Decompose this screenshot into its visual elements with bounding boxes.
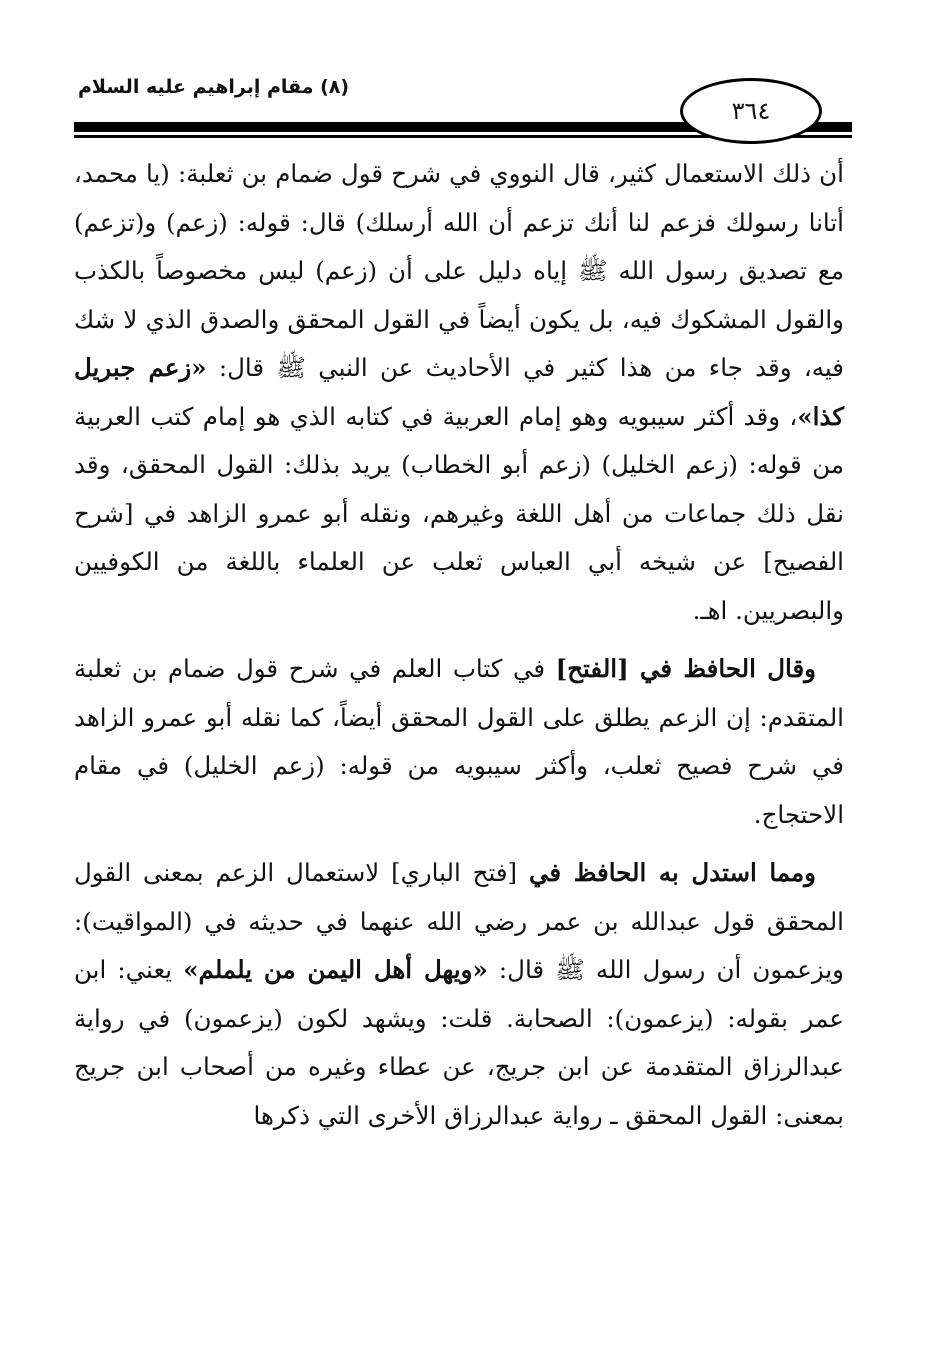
running-title: (٨) مقام إبراهيم عليه السلام: [78, 76, 350, 98]
paragraph-3-lead: ومما استدل به الحافظ في: [528, 858, 816, 887]
body-text: [74, 150, 844, 1140]
paragraph-2-segment-2: في كتاب العلم في شرح قول ضمام بن ثعلبة المتقدم: إن الزعم يطلق على القول المحقق أيضاً، كما نقله أبو عمرو الزاهد في شرح فصيح ثعلب، وأكثر سيبويه من قوله: (زعم الخليل) في مقام الاحتجاج.: [74, 654, 844, 829]
quote-zaama-jibril: «زعم جبريل كذا»: [74, 353, 844, 431]
page-number-oval: [680, 78, 822, 144]
paragraph-1-segment-3: ، وقد أكثر سيبويه وهو إمام العربية في كتابه الذي هو إمام كتب العربية من قوله: (زعم الخليل) (زعم أبو الخطاب) يريد بذلك: القول المحقق، وقد نقل ذلك جماعات من أهل اللغة وغيرهم، ونقله أبو عمرو الزاهد في [شرح الفصيح] عن شيخه أبي العباس ثعلب عن العلماء باللغة من الكوفيين والبصريين. اهـ.: [74, 401, 844, 625]
paragraph-3-segment-2: [فتح الباري] لاستعمال الزعم بمعنى القول المحقق قول عبدالله بن عمر رضي الله عنهما في حديثه في (المواقيت): ويزعمون أن رسول الله ﷺ قال:: [74, 858, 844, 984]
paragraph-3-segment-4: يعني: ابن عمر بقوله: (يزعمون): الصحابة. قلت: ويشهد لكون (يزعمون) في رواية عبدالرزاق المتقدمة عن ابن جريج، عن عطاء وغيره من أصحاب ابن جريج بمعنى: القول المحقق ـ رواية عبدالرزاق الأخرى التي ذكرها: [74, 955, 844, 1130]
paragraph-2: [74, 645, 844, 839]
page-header: [0, 0, 933, 150]
paragraph-1-segment-1: أن ذلك الاستعمال كثير، قال النووي في شرح قول ضمام بن ثعلبة: (يا محمد، أتانا رسولك فزعم لنا أنك تزعم أن الله أرسلك) قال: قوله: (زعم) و(تزعم) مع تصديق رسول الله ﷺ إياه دليل على أن (زعم) ليس مخصوصاً بالكذب والقول المشكوك فيه، بل يكون أيضاً في القول المحقق والصدق الذي لا شك فيه، وقد جاء من هذا كثير في الأحاديث عن النبي ﷺ قال:: [74, 159, 844, 382]
paragraph-2-lead: وقال الحافظ في [الفتح]: [555, 654, 816, 683]
page-number: ٣٦٤: [731, 97, 771, 125]
quote-yahillu: «ويهل أهل اليمن من يلملم»: [183, 955, 488, 984]
paragraph-3: [74, 849, 844, 1140]
paragraph-1: [74, 150, 844, 635]
